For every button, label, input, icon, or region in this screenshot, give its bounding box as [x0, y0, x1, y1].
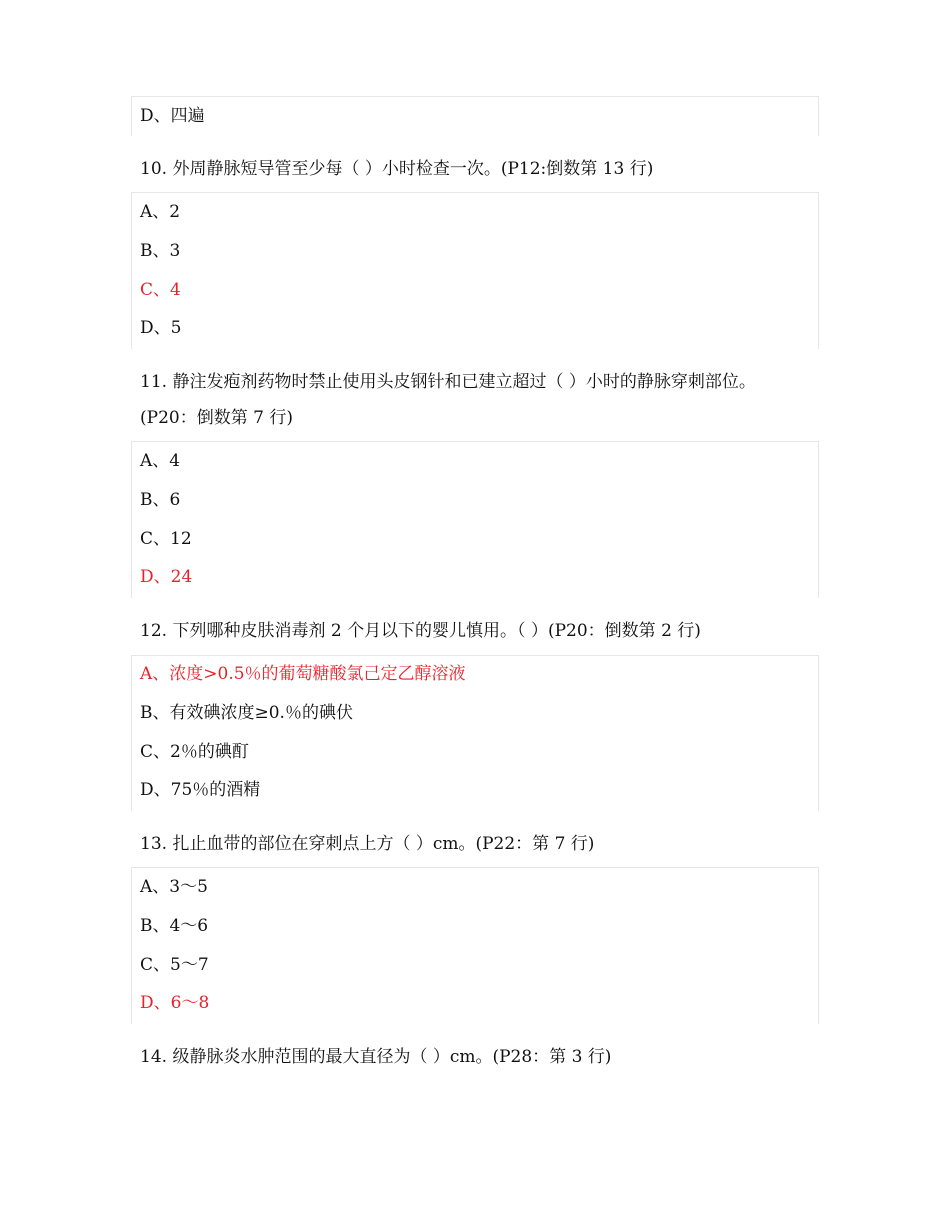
option-b: B、有效碘浓度≥0.％的碘伏 — [140, 703, 353, 723]
option-b: B、4～6 — [140, 916, 209, 936]
question-10-text: 10. 外周静脉短导管至少每（ ）小时检查一次。(P12:倒数第 13 行) — [140, 159, 654, 179]
question-12-text: 12. 下列哪种皮肤消毒剂 2 个月以下的婴儿慎用。（ ）(P20：倒数第 2 行) — [140, 621, 701, 641]
option-d-correct: D、6～8 — [140, 993, 210, 1013]
option-c: C、12 — [140, 529, 192, 549]
option-b: B、6 — [140, 490, 181, 510]
option-a: A、4 — [140, 451, 181, 471]
option-a: A、3～5 — [140, 877, 208, 897]
option-a: A、2 — [140, 202, 181, 222]
options-box — [131, 96, 819, 136]
options-box — [131, 867, 819, 1024]
option-a-correct: A、浓度>0.5％的葡萄糖酸氯己定乙醇溶液 — [140, 664, 466, 684]
option-d: D、75％的酒精 — [140, 780, 261, 800]
question-11-text: 11. 静注发疱剂药物时禁止使用头皮钢针和已建立超过（ ）小时的静脉穿刺部位。 — [140, 372, 756, 392]
question-13-text: 13. 扎止血带的部位在穿刺点上方（ ）cm。(P22：第 7 行) — [140, 834, 595, 854]
options-box — [131, 441, 819, 598]
option-d: D、四遍 — [140, 106, 205, 126]
question-14-text: 14. 级静脉炎水肿范围的最大直径为（ ）cm。(P28：第 3 行) — [140, 1047, 612, 1067]
option-c: C、5～7 — [140, 955, 209, 975]
option-c-correct: C、4 — [140, 280, 181, 300]
option-d-correct: D、24 — [140, 567, 193, 587]
option-c: C、2％的碘酊 — [140, 742, 249, 762]
question-11-text-cont: (P20：倒数第 7 行) — [140, 408, 293, 428]
option-d: D、5 — [140, 318, 182, 338]
options-box — [131, 192, 819, 349]
option-b: B、3 — [140, 241, 181, 261]
